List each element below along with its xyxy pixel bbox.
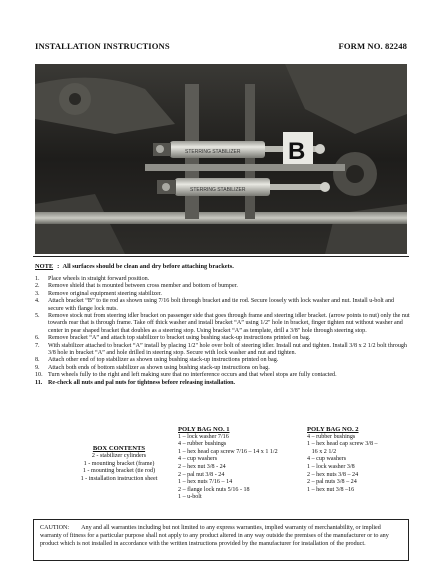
poly-bag-1-item: 2 – hex nut 3/8 - 24	[178, 463, 226, 470]
poly-bag-2-item: 4 – rubber bushings	[307, 433, 356, 440]
step-item: 1. Place wheels in straight forward position.	[35, 276, 150, 282]
poly-bag-2-item: 1 – lock washer 3/8	[307, 463, 355, 470]
note-colon: :	[57, 263, 63, 270]
box-contents-item: 1 - mounting bracket (frame)	[83, 460, 155, 467]
poly-bag-1-item: 2 – flange lock nuts 5/16 - 18	[178, 486, 250, 493]
form-number: FORM NO. 82248	[338, 41, 407, 51]
poly-bag-1	[178, 426, 298, 502]
step-item: 10. Turn wheels fully to the right and left making sure that no interference occurs and that wheel stops are fully contacted.	[35, 372, 337, 379]
poly-bag-1-title: POLY BAG NO. 1	[178, 426, 230, 433]
step-item: 2. Remove shield that is mounted between cross member and bottom of bumper.	[35, 283, 238, 290]
bracket-b-callout: B	[288, 138, 306, 165]
top-stabilizer-label: STERRING STABILIZER	[185, 149, 241, 155]
step-item: 3. Remove original equipment steering stabilizer.	[35, 290, 162, 297]
step-item: 9. Attach both ends of bottom stabilizer as shown using bushing stack-up instructions on bag.	[35, 364, 270, 371]
box-contents-item: 1 - mounting bracket (tie rod)	[82, 468, 156, 475]
poly-bag-1-item: 4 – rubber bushings	[178, 441, 227, 448]
instruction-steps	[35, 276, 411, 387]
caution-label: CAUTION:	[40, 525, 70, 531]
section-divider	[33, 256, 409, 257]
page-header	[35, 41, 407, 53]
poly-bag-1-item: 4 – cup washers	[178, 456, 218, 463]
poly-bag-2-item: 1 – hex nut 3/8 –16	[307, 486, 355, 493]
step-item: 6. Remove bracket “A” and attach top stabilizer to bracket using bushing stack-up instructions printed on bag.	[35, 335, 311, 342]
installation-photo	[35, 64, 407, 254]
box-contents-title: BOX CONTENTS	[92, 445, 146, 452]
note-label: NOTE	[35, 263, 54, 270]
step-item: 7. With stabilizer attached to bracket “A” install by placing 1/2" hole over bolt of steering idler. Install nut and tighten. Install 3/8 x 2 1/2 bolt through 3/8 hole in bracket “A” and hole drilled in steering stop. Secure with lock washer and nut and tighten.	[35, 342, 407, 357]
poly-bag-2-item: 2 – hex nuts 3/8 – 24	[307, 471, 359, 478]
poly-bag-1-item: 1 – hex nuts 7/16 – 14	[178, 479, 233, 486]
poly-bag-2-item: 4 – cup washers	[307, 456, 347, 463]
step-item: 5. Remove stock nut from steering idler bracket on passenger side that goes through frame and steering idler bracket. (arrow points to nut) only the nut towards rear that is through frame. Take off thick washer and install bracket “A” using 1/2" hole in bracket, finger tighten nut without washer and center in pear shaped bracket that doubles as a steering stop. Using bracket “A” as template, drill a 3/8" hole through steering stop.	[35, 313, 410, 334]
step-item: 4. Attach bracket “B” to tie rod as shown using 7/16 bolt through bracket and tie rod. Secure loosely with lock washer and nut. Install u-bolt and secure with flange lock nuts.	[35, 298, 395, 312]
poly-bag-2-item: 2 – pal nuts 3/8 – 24	[307, 479, 357, 486]
poly-bag-2-item: 1 – hex head cap screw 3/8 –	[307, 441, 378, 448]
poly-bag-2-title: POLY BAG NO. 2	[307, 426, 359, 433]
poly-bag-1-item: 2 – pal nut 3/8 - 24	[178, 471, 225, 478]
step-item: 8. Attach other end of top stabilizer as shown using bushing stack-up instructions printed on bag.	[35, 357, 279, 364]
box-contents-item: 1 - installation instruction sheet	[80, 475, 158, 482]
document-title: INSTALLATION INSTRUCTIONS	[35, 41, 170, 51]
poly-bag-1-item: 1 – u-bolt	[178, 494, 202, 501]
step-item-final: 11. Re-check all nuts and pal nuts for tightness before releasing installation.	[35, 379, 236, 386]
poly-bag-1-item: 1 – lock washer 7/16	[178, 433, 229, 440]
poly-bag-2	[307, 426, 407, 494]
poly-bag-2-item: 16 x 2 1/2	[307, 448, 337, 455]
note-text: All surfaces should be clean and dry before attaching brackets.	[62, 263, 234, 270]
box-contents-item: 2 - stabilizer cylinders	[91, 453, 147, 460]
poly-bag-1-item: 1 – hex head cap screw 7/16 – 14 x 1 1/2	[178, 448, 278, 455]
caution-text: Any and all warranties including but not limited to any express warranties, implied warranty of merchantability, or implied warranty of fitness for a particular purpose shall not apply to any product altered in any way outside the premises of the manufacturer or to any product which is not installed in accordance with the written instructions provided by the manufacturer for installation of the product.	[40, 525, 389, 548]
bottom-stabilizer-label: STERRING STABILIZER	[190, 187, 246, 193]
caution-box	[33, 519, 409, 561]
box-contents	[60, 445, 178, 483]
surface-note	[35, 263, 407, 270]
